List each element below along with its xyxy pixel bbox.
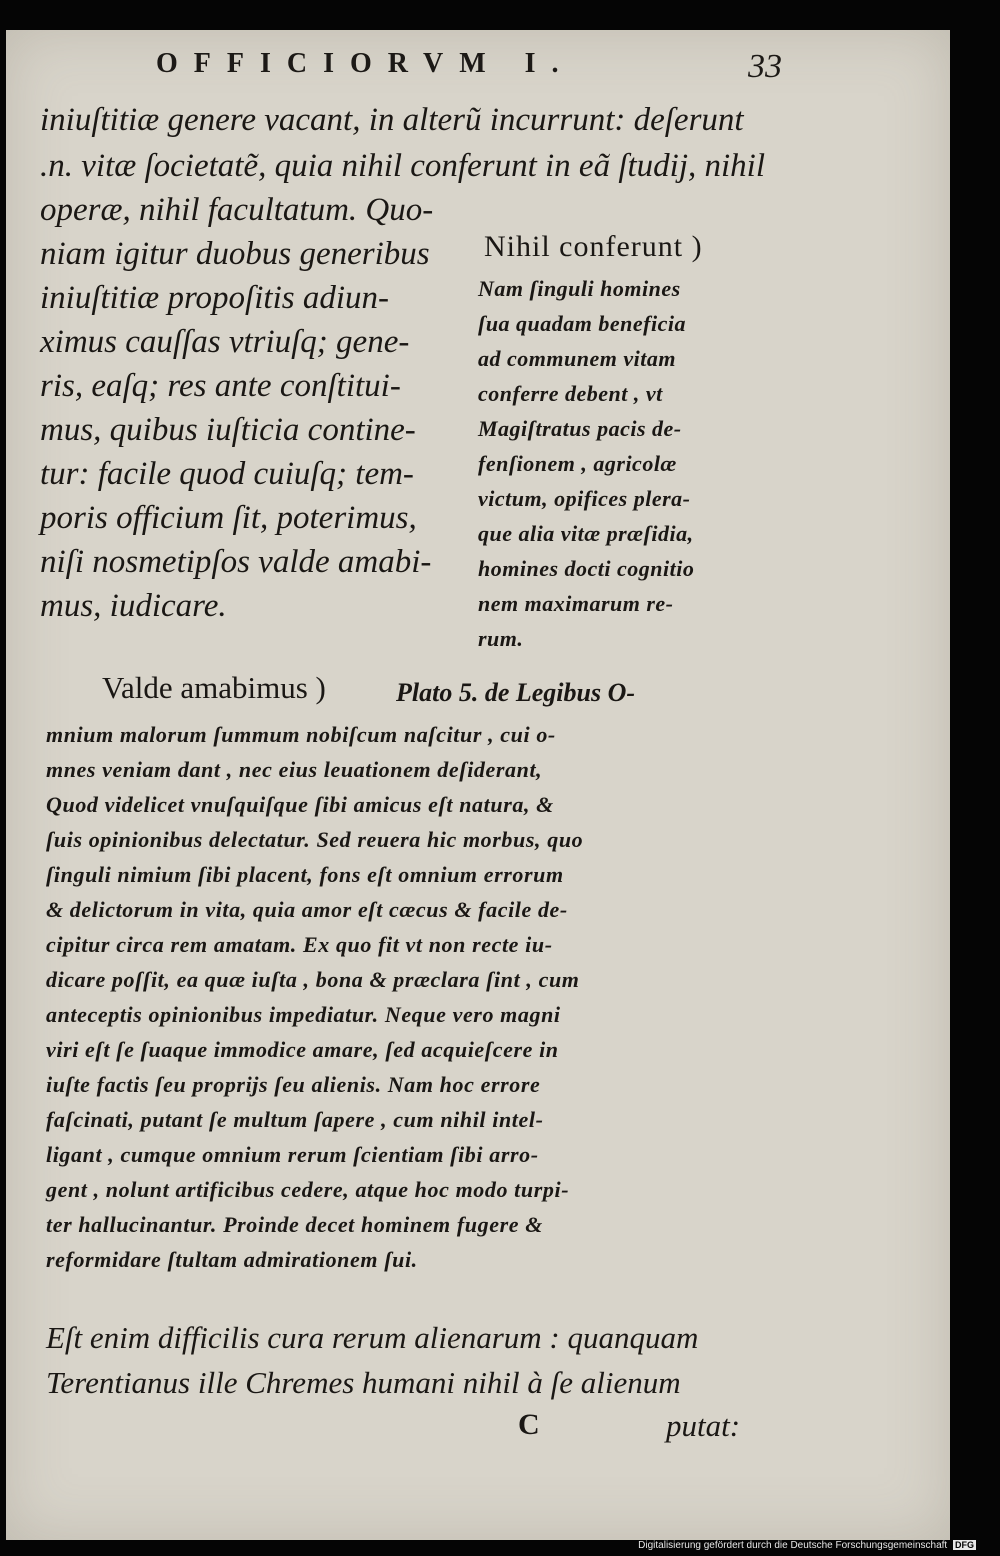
left-column-line: mus, iudicare. (40, 588, 227, 624)
commentary-lemma: Valde amabimus ) (102, 670, 326, 705)
commentary-line: gent , nolunt artificibus cedere, atque hoc modo turpi- (46, 1177, 570, 1202)
side-note-line: ad communem vitam (478, 346, 676, 371)
side-note-line: que alia vitæ præſidia, (478, 521, 694, 546)
commentary-line: mnium malorum ſummum nobiſcum naſcitur , cui o- (46, 722, 556, 747)
catchword: putat: (666, 1408, 741, 1443)
left-column-line: tur: facile quod cuiuſq; tem- (40, 456, 414, 492)
left-column-line: operæ, nihil facultatum. Quo- (40, 192, 434, 228)
main-text-line-1: iniuſtitiæ genere vacant, in alterũ incurrunt: deſerunt (40, 102, 744, 138)
left-column-line: poris officium ſit, poterimus, (40, 500, 417, 536)
commentary-line: cipitur circa rem amatam. Ex quo fit vt non recte iu- (46, 932, 553, 957)
commentary-line: mnes veniam dant , nec eius leuationem deſiderant, (46, 757, 543, 782)
commentary-line: ligant , cumque omnium rerum ſcientiam ſibi arro- (46, 1142, 539, 1167)
side-note-line: ſua quadam beneficia (478, 311, 686, 336)
left-column-line: niſi nosmetipſos valde amabi- (40, 544, 432, 580)
commentary-line: ſuis opinionibus delectatur. Sed reuera hic morbus, quo (46, 827, 584, 852)
digitization-credit (638, 1540, 976, 1551)
signature-mark: C (518, 1408, 540, 1441)
commentary-line: ſinguli nimium ſibi placent, fons eſt omnium errorum (46, 862, 564, 887)
left-column-line: ris, eaſq; res ante conſtitui- (40, 368, 401, 404)
commentary-line: ter hallucinantur. Proinde decet hominem fugere & (46, 1212, 543, 1237)
side-note-line: homines docti cognitio (478, 556, 695, 581)
page-content (6, 30, 950, 1540)
commentary-line: faſcinati, putant ſe multum ſapere , cum nihil intel- (46, 1107, 544, 1132)
commentary-line: dicare poſſit, ea quæ iuſta , bona & præclara ſint , cum (46, 967, 580, 992)
side-note-line: victum, opifices plera- (478, 486, 691, 511)
commentary-line: iuſte factis ſeu proprijs ſeu alienis. Nam hoc errore (46, 1072, 541, 1097)
main-text-line-2: .n. vitæ ſocietatẽ, quia nihil conferunt in eã ſtudij, nihil (40, 148, 766, 184)
bottom-text-line-1: Eſt enim difficilis cura rerum alienarum : quanquam (46, 1320, 699, 1355)
commentary-line: & delictorum in vita, quia amor eſt cæcus & facile de- (46, 897, 568, 922)
running-title: OFFICIORVM I. (156, 48, 575, 79)
left-column-line: ximus cauſſas vtriuſq; gene- (40, 324, 410, 360)
left-column-line: niam igitur duobus generibus (40, 236, 430, 272)
side-note-line: nem maximarum re- (478, 591, 674, 616)
book-page (6, 30, 950, 1540)
left-column-line: iniuſtitiæ propoſitis adiun- (40, 280, 389, 316)
credit-text: Digitalisierung gefördert durch die Deutsche Forschungsgemeinschaft (638, 1540, 948, 1551)
side-note-line: conferre debent , vt (478, 381, 663, 406)
bottom-text-line-2: Terentianus ille Chremes humani nihil à ſe alienum (46, 1365, 681, 1400)
side-note-line: fenſionem , agricolæ (478, 451, 677, 476)
dfg-logo: DFG (955, 1540, 974, 1550)
commentary-line: viri eſt ſe ſuaque immodice amare, ſed acquieſcere in (46, 1037, 559, 1062)
side-note-line: Magiſtratus pacis de- (478, 416, 682, 441)
commentary-first-line: Plato 5. de Legibus O- (396, 678, 636, 707)
left-column-line: mus, quibus iuſticia contine- (40, 412, 416, 448)
side-note-line: Nam ſinguli homines (478, 276, 681, 301)
commentary-line: reformidare ſtultam admirationem ſui. (46, 1247, 418, 1272)
commentary-line: Quod videlicet vnuſquiſque ſibi amicus eſt natura, & (46, 792, 554, 817)
page-number: 33 (748, 48, 782, 85)
side-note-lemma: Nihil conferunt ) (484, 230, 703, 263)
commentary-line: anteceptis opinionibus impediatur. Neque vero magni (46, 1002, 561, 1027)
side-note-line: rum. (478, 626, 524, 651)
